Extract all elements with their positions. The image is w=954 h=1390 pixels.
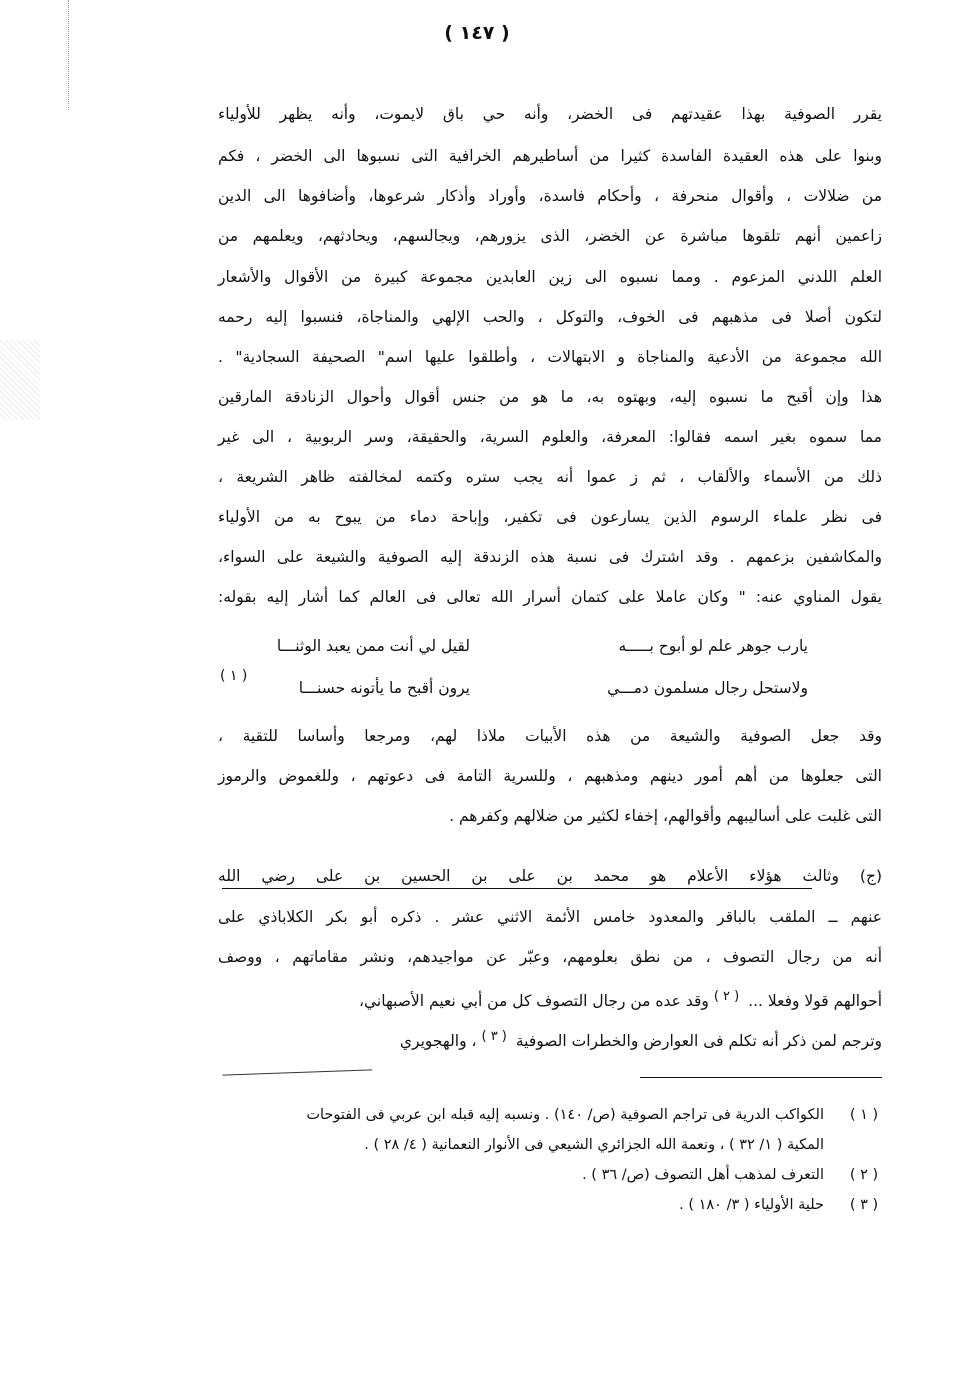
text-line: التى جعلوها من أهم أمور دينهم ومذهبهم ، وللسرية التامة فى دعوتهم ، وللغموض والرموز	[218, 767, 882, 785]
text-line: زاعمين أنهم تلقوها مباشرة عن الخضر، الذى يزورهم، ويجالسهم، ويحادثهم، ويعلمهم من	[218, 227, 882, 245]
text-line	[218, 1025, 882, 1053]
footnote-text: المكية ( ١/ ٣٢ ) ، ونعمة الله الجزائري الشيعي فى الأنوار النعمانية ( ٤/ ٢٨ ) .	[364, 1137, 824, 1153]
text-line: والمكاشفين بزعمهم . وقد اشترك فى نسبة هذه الزندقة إليه الصوفية والشيعة على السواء،	[218, 548, 882, 566]
footnote-divider	[640, 1077, 882, 1078]
footnote-number: ( ١ )	[849, 1107, 879, 1123]
verse-hemistich-right: يارب جوهر علم لو أبوح بـــــه	[618, 637, 808, 655]
line-start: وترجم لمن ذكر أنه تكلم فى العوارض والخطرات الصوفية	[515, 1032, 882, 1051]
text-line: وبنوا على هذه العقيدة الفاسدة كثيرا من أساطيرهم الخرافية التى نسبوها الى الخضر ، فكم	[218, 147, 882, 165]
footnote-text: الكواكب الدرية فى تراجم الصوفية (ص/ ١٤٠) . ونسبه إليه قبله ابن عربي فى الفتوحات	[306, 1107, 824, 1123]
text-line: أنه من رجال التصوف ، من نطق بعلومهم، وعبّر عن مواجيدهم، ونشر مقاماتهم ، ووصف	[218, 948, 882, 966]
text-line: وقد جعل الصوفية والشيعة من هذه الأبيات ملاذا لهم، ومرجعا وأساسا للتقية ،	[218, 727, 882, 745]
line-end: ، والهجويري	[399, 1032, 477, 1051]
footnote-ref: ( ٢ )	[713, 989, 740, 1004]
text-line: العلم اللدني المزعوم . ومما نسبوه الى زين العابدين مجموعة كبيرة من الأقوال والأشعار	[218, 268, 882, 286]
text-line	[218, 985, 882, 1013]
text-line: يقول المناوي عنه: " وكان عاملا على كتمان أسرار الله تعالى فى العالم كما أشار إليه بقوله:	[218, 588, 882, 606]
line-end: وقد عده من رجال التصوف كل من أبي نعيم الأصبهاني،	[358, 992, 709, 1011]
heading-underline	[222, 888, 812, 889]
verse-hemistich-left: لقيل لي أنت ممن يعبد الوثنـــا	[276, 637, 470, 655]
line-start: أحوالهم قولا وفعلا ...	[748, 992, 882, 1011]
scan-margin-line	[68, 0, 69, 110]
footnote-ref: ( ١ )	[220, 668, 248, 684]
footnote-text: التعرف لمذهب أهل التصوف (ص/ ٣٦ ) .	[582, 1167, 824, 1183]
text-line: الله مجموعة من الأدعية والمناجاة و الابتهالات ، وأطلقوا عليها اسم" الصحيفة السجادية" .	[218, 348, 882, 366]
text-line: عنهم ــ الملقب بالباقر والمعدود خامس الأئمة الاثني عشر . ذكره أبو بكر الكلاباذي على	[218, 908, 882, 926]
text-line: فى نظر علماء الرسوم الذين يسارعون فى تكفير، وإباحة دماء من يبوح به من الأولياء	[218, 508, 882, 526]
handwritten-annotation	[222, 1053, 373, 1075]
text-line: هذا وإن أقبح ما نسبوه إليه، وبهتوه به، ما هو من جنس أقوال وأحوال الزنادقة المارقين	[218, 388, 882, 406]
footnote-text: حلية الأولياء ( ٣/ ١٨٠ ) .	[679, 1197, 824, 1213]
section-heading-line: (ج) وثالث هؤلاء الأعلام هو محمد بن على بن الحسين بن على رضي الله	[218, 867, 882, 885]
text-line: لتكون أصلا فى مذهبهم فى الخوف، والتوكل ، والحب الإلهي والمناجاة، فنسبوا إليه رحمه	[218, 308, 882, 326]
text-line: يقرر الصوفية بهذا عقيدتهم فى الخضر، وأنه حي باق لايموت، وأنه يظهر للأولياء	[218, 105, 882, 123]
text-line: التى غلبت على أساليبهم وأقوالهم، إخفاء لكثير من ضلالهم وكفرهم .	[449, 807, 882, 825]
page-number: ( ١٤٧ )	[444, 22, 510, 44]
footnote-ref: ( ٣ )	[481, 1029, 507, 1044]
footnote-number: ( ٢ )	[849, 1167, 879, 1183]
text-line: ذلك من الأسماء والألقاب ، ثم ز عموا أنه يجب ستره وكتمه لمخالفته ظاهر الشريعة ،	[218, 468, 882, 486]
verse-hemistich-right: ولاستحل رجال مسلمون دمـــي	[607, 679, 808, 697]
text-line: من ضلالات ، وأقوال منحرفة ، وأحكام فاسدة، وأوراد وأذكار شرعوها، وأضافوها الى الدين	[218, 187, 882, 205]
text-line: مما سموه بغير اسمه فقالوا: المعرفة، والعلوم السرية، والحقيقة، وسر الربوبية ، الى غير	[218, 428, 882, 446]
scan-noise	[0, 340, 40, 420]
footnote-number: ( ٣ )	[849, 1197, 879, 1213]
verse-hemistich-left: يرون أقبح ما يأتونه حسنـــا	[298, 679, 470, 697]
